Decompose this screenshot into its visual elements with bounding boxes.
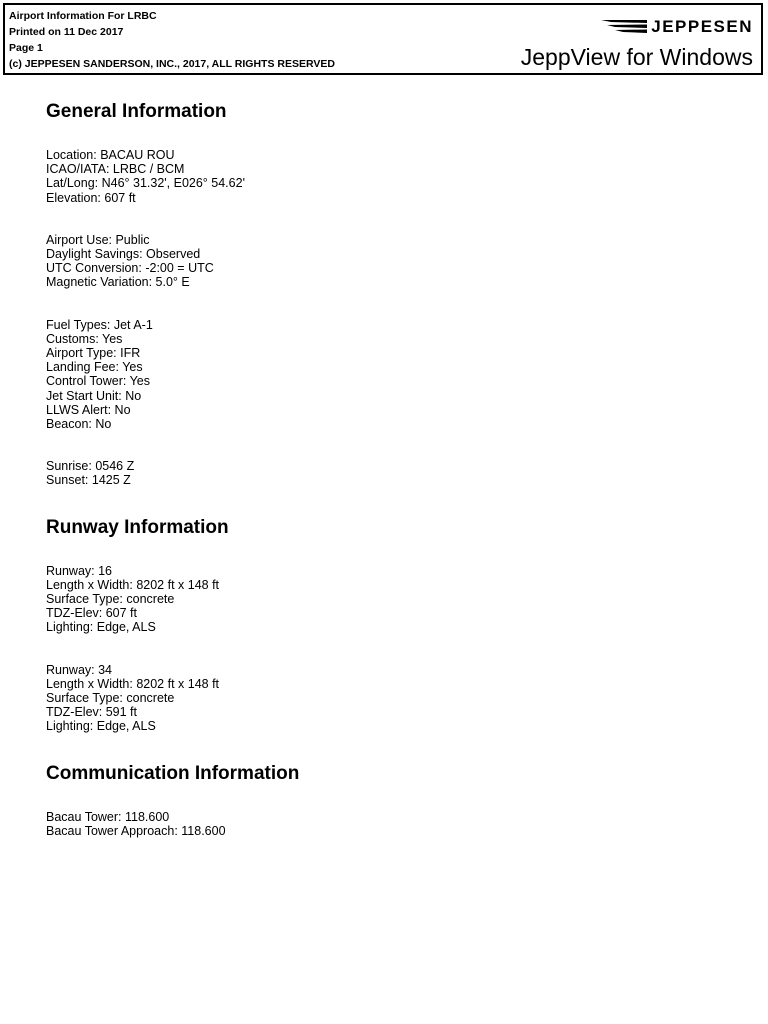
airport-type: Airport Type: IFR — [46, 346, 141, 361]
runway-id: Runway: 16 — [46, 563, 113, 578]
jet-start-unit: Jet Start Unit: No — [46, 388, 142, 403]
sunrise: Sunrise: 0546 Z — [46, 459, 135, 474]
frequencies-group — [46, 810, 726, 838]
elevation: Elevation: 607 ft — [46, 190, 136, 205]
runway-34-group — [46, 663, 726, 734]
page-number: Page 1 — [9, 42, 43, 54]
lat-long: Lat/Long: N46° 31.32', E026° 54.62' — [46, 176, 245, 191]
control-tower: Control Tower: Yes — [46, 374, 150, 389]
runway-dimensions: Length x Width: 8202 ft x 148 ft — [46, 577, 220, 592]
tower-frequency: Bacau Tower: 118.600 — [46, 809, 170, 824]
tdz-elevation: TDZ-Elev: 607 ft — [46, 606, 137, 621]
beacon: Beacon: No — [46, 417, 112, 432]
jeppesen-swoosh-icon — [601, 19, 647, 35]
header-title: Airport Information For LRBC — [9, 10, 157, 22]
sunset: Sunset: 1425 Z — [46, 473, 131, 488]
location: Location: BACAU ROU — [46, 148, 175, 162]
document-header — [3, 3, 763, 75]
runway-id: Runway: 34 — [46, 662, 113, 677]
llws-alert: LLWS Alert: No — [46, 402, 131, 417]
runway-16-group — [46, 564, 726, 635]
customs: Customs: Yes — [46, 331, 123, 346]
header-info — [9, 8, 335, 72]
facilities-group — [46, 318, 726, 432]
runway-lighting: Lighting: Edge, ALS — [46, 620, 156, 635]
runway-lighting: Lighting: Edge, ALS — [46, 719, 156, 734]
general-info-heading: General Information — [46, 101, 227, 122]
icao-iata: ICAO/IATA: LRBC / BCM — [46, 162, 185, 177]
location-group — [46, 148, 726, 205]
magnetic-variation: Magnetic Variation: 5.0° E — [46, 275, 190, 290]
daylight-savings: Daylight Savings: Observed — [46, 247, 201, 262]
product-name: JeppView for Windows — [520, 44, 753, 70]
print-date: Printed on 11 Dec 2017 — [9, 26, 124, 38]
landing-fee: Landing Fee: Yes — [46, 360, 143, 375]
utc-conversion: UTC Conversion: -2:00 = UTC — [46, 261, 214, 276]
document-body — [46, 100, 726, 866]
runway-info-heading: Runway Information — [46, 516, 229, 538]
tdz-elevation: TDZ-Elev: 591 ft — [46, 705, 137, 720]
brand-name: JEPPESEN — [651, 17, 753, 36]
runway-dimensions: Length x Width: 8202 ft x 148 ft — [46, 676, 220, 691]
usage-group — [46, 233, 726, 290]
fuel-types: Fuel Types: Jet A-1 — [46, 317, 153, 332]
communication-info-heading: Communication Information — [46, 762, 300, 784]
surface-type: Surface Type: concrete — [46, 691, 175, 706]
surface-type: Surface Type: concrete — [46, 592, 175, 607]
approach-frequency: Bacau Tower Approach: 118.600 — [46, 823, 226, 838]
airport-use: Airport Use: Public — [46, 232, 150, 247]
copyright-notice: (c) JEPPESEN SANDERSON, INC., 2017, ALL RIGHTS RESERVED — [9, 58, 335, 70]
brand-logo — [601, 17, 753, 37]
sun-times-group — [46, 459, 726, 487]
